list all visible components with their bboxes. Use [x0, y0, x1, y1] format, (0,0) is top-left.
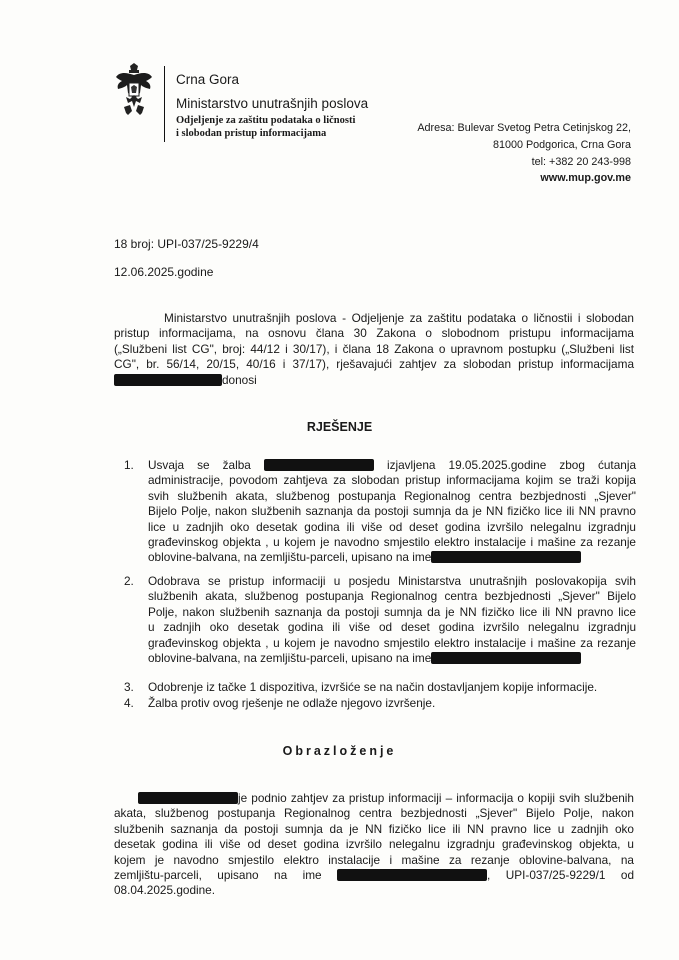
reasoning-text: je podnio zahtjev za pristup informaciji – informacija o kopiji svih službenih: [238, 791, 634, 805]
item-line: [148, 458, 636, 473]
item-number: 1.: [124, 458, 134, 472]
reasoning-text: , UPI-037/25-9229/1 od: [487, 868, 634, 883]
item-text: oblovine-balvana, na zemljištu-parceli, upisano na ime: [148, 651, 432, 666]
redaction-bar: [138, 792, 238, 804]
reasoning-paragraph: [114, 791, 634, 899]
item-line: građevinskog objekta , u kojem je navodno smjestilo elektro instalacije i mašine za rezanje: [148, 535, 636, 550]
intro-paragraph: [114, 311, 634, 388]
item-text: oblovine-balvana, na zemljištu-parceli, upisano na ime: [148, 550, 432, 565]
item-line: službenih akata, službenog postupanja Regionalnog centra bezbjednosti „Sjever" Bijelo: [148, 589, 636, 604]
header-country: Crna Gora: [176, 72, 240, 87]
intro-line: („Službeni list CG", broj: 44/12 i 30/17), i člana 18 Zakona o upravnom postupku („Službeni list: [114, 341, 634, 356]
reasoning-title: Obrazloženje: [282, 744, 397, 758]
reference-date: 12.06.2025.godine: [114, 265, 214, 279]
reasoning-line: službenih saznanja da postoji sumnja da je NN fizičko lice ili NN pravno lice u zadnjih oko: [114, 821, 634, 836]
item-line: građevinskog objekta , u kojem je navodno smjestilo elektro instalacije i mašine za rezanje: [148, 635, 636, 650]
address-line-1: Adresa: Bulevar Svetog Petra Cetinjskog 22,: [417, 122, 631, 134]
montenegro-coat-of-arms-icon: [114, 63, 154, 117]
item-line: lice u zadnjih oko desetak godina ili više od deset godina izvršilo nelegalnu izgradnju: [148, 519, 636, 534]
item-number: 2.: [124, 574, 134, 588]
redaction-bar: [114, 374, 222, 386]
reference-number: 18 broj: UPI-037/25-9229/4: [114, 237, 259, 251]
intro-line: CG", br. 56/14, 20/15, 40/16 i 37/17), rješavajući zahtjev za slobodan pristup informacijama: [114, 357, 634, 372]
item-line: Bijelo Polje, nakon službenih saznanja da postoji sumnja da je NN fizičko lice ili NN pravno: [148, 504, 636, 519]
department-line-1: Odjeljenje za zaštitu podataka o ličnosti: [176, 115, 356, 126]
item-line: Odobrava se pristup informaciji u posjedu Ministarstva unutrašnjih poslovakopija svih: [148, 574, 636, 588]
reasoning-line: kojem je navodno smjestilo elektro instalacije i mašine za rezanje oblovine-balvana, na: [114, 852, 634, 867]
item-text: izjavljena 19.05.2025.godine zbog ćutanja: [386, 458, 636, 472]
item-line-last: [148, 651, 636, 666]
header-divider: [164, 66, 165, 142]
item-line-last: [148, 550, 636, 565]
item-line: Polje, nakon službenih saznanja da postoji sumnja da je NN fizičko lice ili NN pravno lice: [148, 604, 636, 619]
redaction-bar: [264, 459, 374, 471]
address-phone: tel: +382 20 243-998: [531, 155, 631, 168]
redaction-bar: [337, 869, 487, 881]
decision-item-4: Žalba protiv ovog rješenje ne odlaže njegovo izvršenje.: [148, 696, 436, 710]
department-line-2: i slobodan pristup informacijama: [176, 128, 327, 139]
reasoning-line-last: 08.04.2025.godine.: [114, 883, 216, 898]
redaction-bar: [431, 551, 581, 563]
header-department: [176, 114, 355, 140]
intro-line: Ministarstvo unutrašnjih poslova - Odjeljenje za zaštitu podataka o ličnostii i slobodan: [164, 311, 634, 325]
address-block: [417, 120, 631, 187]
item-number: 4.: [124, 696, 134, 710]
item-line: svih službenih akata, službenog postupanja Regionalnog centra bezbjednosti „Sjever": [148, 488, 636, 503]
reasoning-line: akata, službenog postupanja Regionalnog centra bezbjednosti „Sjever" Bijelo Polje, nakon: [114, 806, 634, 821]
item-text: Usvaja se žalba: [148, 458, 251, 472]
decision-item-3: Odobrenje iz tačke 1 dispozitiva, izvršiće se na način dostavljanjem kopije informacije.: [148, 680, 598, 694]
item-line: administracije, povodom zahtjeva za slobodan pristup informacijama kojim se traži kopija: [148, 473, 636, 488]
intro-donosi: donosi: [222, 372, 257, 387]
decision-item-1: [148, 458, 636, 566]
decision-title: RJEŠENJE: [306, 420, 373, 434]
decision-item-2: [148, 574, 636, 666]
address-website: www.mup.gov.me: [540, 172, 631, 185]
reasoning-text: zemljištu-parceli, upisano na ime: [114, 868, 322, 883]
item-line: u zadnjih oko desetak godina ili više od deset godina izvršilo nelegalnu izgradnju: [148, 620, 636, 635]
intro-line-last: [114, 373, 634, 388]
reasoning-line: desetak godina ili više od deset godina izvršilo nelegalnu izgradnju građevinskog objekta, u: [114, 837, 634, 852]
intro-line: pristup informacijama, na osnovu člana 30 Zakona o slobodnom pristupu informacijama: [114, 326, 634, 341]
reasoning-line: [114, 791, 634, 806]
reasoning-line: [114, 868, 634, 883]
redaction-bar: [431, 652, 581, 664]
address-line-2: 81000 Podgorica, Crna Gora: [492, 138, 631, 151]
item-number: 3.: [124, 680, 134, 694]
header-ministry: Ministarstvo unutrašnjih poslova: [176, 96, 369, 111]
